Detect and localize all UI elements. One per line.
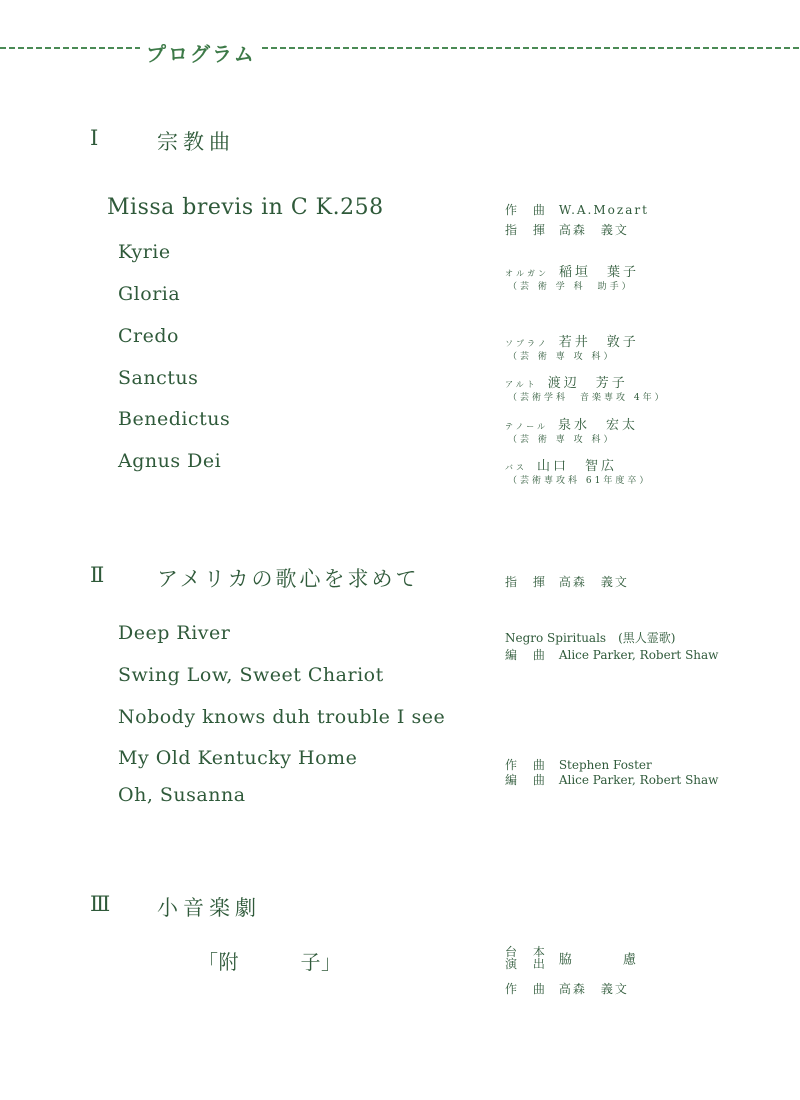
soloist-name: 渡辺 芳子 xyxy=(547,376,628,391)
script-director-roles xyxy=(505,946,551,970)
conductor-name: 高森 義文 xyxy=(558,575,629,589)
script-role: 台 本 xyxy=(505,945,551,959)
section2-conductor-credit xyxy=(505,573,629,590)
song-item: Swing Low, Sweet Chariot xyxy=(118,664,384,686)
soloist-name: 稲垣 葉子 xyxy=(559,265,640,280)
arranger-role: 編 曲 xyxy=(505,773,551,787)
soloist-affiliation: （芸 術 専 攻 科） xyxy=(508,352,616,362)
header-rule-right xyxy=(262,47,800,49)
section1-title: 宗教曲 xyxy=(157,130,235,154)
soloist-alto xyxy=(505,372,628,391)
movement-item: Gloria xyxy=(118,283,181,305)
composer-name: Stephen Foster xyxy=(558,758,652,772)
composer-name: W.A.Mozart xyxy=(558,203,649,217)
conductor-credit xyxy=(505,221,629,238)
script-director-credit xyxy=(505,946,639,970)
arranger-name: Alice Parker, Robert Shaw xyxy=(558,773,719,787)
soloist-name: 泉水 宏太 xyxy=(558,418,639,433)
conductor-role: 指 揮 xyxy=(505,575,551,589)
section1-work-title: Missa brevis in C K.258 xyxy=(107,195,384,220)
page-title: プログラム xyxy=(146,42,256,66)
soloist-affiliation: （芸術専攻科 61年度卒） xyxy=(508,476,652,486)
section2-numeral: Ⅱ xyxy=(90,563,105,587)
foster-arranger-credit xyxy=(505,771,718,788)
soloist-role: バス xyxy=(505,463,527,472)
soloist-soprano xyxy=(505,331,639,350)
section2-title: アメリカの歌心を求めて xyxy=(157,567,420,591)
spirituals-source: Negro Spirituals (黒人霊歌) xyxy=(505,631,676,645)
soloist-role: オルガン xyxy=(505,269,549,278)
conductor-role: 指 揮 xyxy=(505,223,551,237)
song-item: Deep River xyxy=(118,622,231,644)
composer-name: 高森 義文 xyxy=(558,982,629,996)
director-name: 脇 慮 xyxy=(558,952,639,968)
section3-composer-credit xyxy=(505,980,629,997)
soloist-name: 若井 敦子 xyxy=(558,335,639,350)
movement-item: Benedictus xyxy=(118,408,231,430)
arranger-name: Alice Parker, Robert Shaw xyxy=(558,648,719,662)
arranger-role: 編 曲 xyxy=(505,648,551,662)
movement-item: Agnus Dei xyxy=(118,450,222,472)
header-band xyxy=(0,38,800,58)
soloist-affiliation: （芸 術 専 攻 科） xyxy=(508,435,616,445)
composer-role: 作 曲 xyxy=(505,982,551,996)
movement-item: Credo xyxy=(118,325,179,347)
soloist-role: ソプラノ xyxy=(505,339,549,348)
composer-credit xyxy=(505,201,649,218)
section1-numeral: Ⅰ xyxy=(90,126,99,150)
soloist-tenor xyxy=(505,414,638,433)
section3-numeral: Ⅲ xyxy=(90,892,111,916)
soloist-role: テノール xyxy=(505,422,549,431)
song-item: Oh, Susanna xyxy=(118,784,246,806)
soloist-affiliation: （芸術学科 音楽専攻 4年） xyxy=(508,393,667,403)
song-item: My Old Kentucky Home xyxy=(118,747,358,769)
spirituals-arranger-credit xyxy=(505,646,718,663)
movement-item: Kyrie xyxy=(118,241,171,263)
section3-work-title: 「附 子」 xyxy=(198,950,342,974)
section3-title: 小音楽劇 xyxy=(157,896,261,920)
soloist-bass xyxy=(505,455,617,474)
soloist-organ xyxy=(505,261,639,280)
soloist-affiliation: （芸 術 学 科 助手） xyxy=(508,282,634,292)
movement-item: Sanctus xyxy=(118,367,199,389)
conductor-name: 高森 義文 xyxy=(558,223,629,237)
soloist-role: アルト xyxy=(505,380,538,389)
composer-role: 作 曲 xyxy=(505,203,551,217)
song-item: Nobody knows duh trouble I see xyxy=(118,706,446,728)
composer-role: 作 曲 xyxy=(505,758,551,772)
header-rule-left xyxy=(0,47,140,49)
soloist-name: 山口 智広 xyxy=(537,459,618,474)
director-role: 演 出 xyxy=(505,957,551,971)
